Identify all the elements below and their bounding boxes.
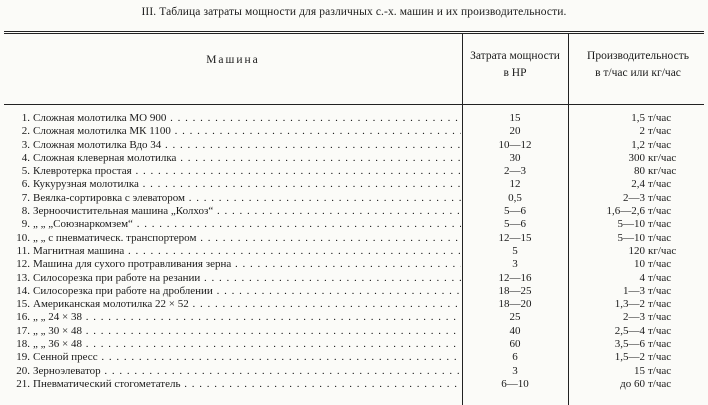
productivity-unit: т/час xyxy=(648,351,672,364)
productivity xyxy=(568,139,686,152)
power-value: 5 xyxy=(512,244,518,257)
productivity xyxy=(568,192,686,205)
productivity-value: 2—3 xyxy=(623,311,645,324)
productivity-unit: кг/час xyxy=(648,244,677,257)
productivity xyxy=(568,365,686,378)
row-number: 20. xyxy=(16,364,30,377)
productivity-value: 2,4 xyxy=(631,178,645,191)
productivity-value: 1,6—2,6 xyxy=(606,205,645,218)
productivity xyxy=(568,285,686,298)
productivity-unit: т/час xyxy=(648,178,672,191)
row-number: 8. xyxy=(21,205,30,218)
productivity xyxy=(568,232,686,245)
table-row xyxy=(0,285,708,298)
power-value: 15 xyxy=(509,112,521,124)
productivity-value: 5—10 xyxy=(617,231,645,244)
row-number: 13. xyxy=(16,271,30,284)
table-row xyxy=(0,378,708,391)
productivity xyxy=(568,112,686,125)
power-value: 2—3 xyxy=(504,165,526,178)
row-number: 9. xyxy=(21,218,30,231)
machine-name: „ „ 24 × 38 . . . xyxy=(33,311,461,324)
table-row xyxy=(0,205,708,218)
power-value: 30 xyxy=(509,151,521,164)
machine-name: Веялка-сортировка с элеватором . . . xyxy=(33,192,461,205)
machine-name: „ „ 30 × 48 . . . xyxy=(33,325,461,338)
machine-name: Зерноочистительная машина „Колхоз“ . . . xyxy=(33,205,461,218)
row-number: 2. xyxy=(21,125,30,138)
productivity xyxy=(568,205,686,218)
productivity-unit: т/час xyxy=(648,364,672,377)
productivity-unit: т/час xyxy=(648,271,672,284)
productivity-value: 1,5 xyxy=(631,112,645,124)
productivity-value: 2,5—4 xyxy=(614,324,645,337)
header-prod-line2: в т/час или кг/час xyxy=(595,67,681,79)
power-value: 25 xyxy=(509,311,521,324)
machine-name: Кукурузная молотилка . . . xyxy=(33,178,461,191)
table-row xyxy=(0,245,708,258)
table-row xyxy=(0,338,708,351)
machine-name: Магнитная машина . . . xyxy=(33,245,461,258)
machine-name: Машина для сухого протравливания зерна . . . xyxy=(33,258,461,271)
machine-name: Пневматический стогометатель . . . xyxy=(33,378,461,391)
productivity-unit: т/час xyxy=(648,191,672,204)
row-number: 11. xyxy=(16,244,30,257)
power-value: 18—20 xyxy=(498,298,532,311)
power-value: 60 xyxy=(509,338,521,351)
power-value: 3 xyxy=(512,258,518,271)
productivity-unit: т/час xyxy=(648,218,672,231)
productivity-value: 10 xyxy=(634,258,645,271)
productivity-unit: т/час xyxy=(648,125,672,138)
machine-name: Зерноэлеватор . . . xyxy=(33,365,461,378)
table-row xyxy=(0,218,708,231)
productivity xyxy=(568,338,686,351)
table-row xyxy=(0,125,708,138)
table-body xyxy=(0,112,708,391)
row-number: 16. xyxy=(16,311,30,324)
machine-name: Сложная молотилка МО 900 . . . xyxy=(33,112,461,125)
machine-name: Сложная молотилка Вдо 34 . . . xyxy=(33,139,461,152)
row-number: 6. xyxy=(21,178,30,191)
machine-name: Силосорезка при работе на резании . . . xyxy=(33,272,461,285)
row-number: 4. xyxy=(21,151,30,164)
table-row xyxy=(0,272,708,285)
row-number: 14. xyxy=(16,284,30,297)
power-value: 12—15 xyxy=(498,231,532,244)
machine-name: „ „ „Союзнаркомзем“ . . . xyxy=(33,218,461,231)
power-value: 6 xyxy=(512,351,518,364)
productivity xyxy=(568,165,686,178)
productivity xyxy=(568,272,686,285)
productivity-unit: кг/час xyxy=(648,151,677,164)
power-value: 18—25 xyxy=(498,284,532,297)
productivity-value: 2—3 xyxy=(623,191,645,204)
productivity-value: 120 xyxy=(628,244,645,257)
row-number: 18. xyxy=(16,338,30,351)
productivity-unit: т/час xyxy=(648,338,672,351)
power-value: 40 xyxy=(509,324,521,337)
top-rule xyxy=(4,31,704,32)
machine-name: Американская молотилка 22 × 52 . . . xyxy=(33,298,461,311)
productivity-value: 15 xyxy=(634,364,645,377)
productivity-value: до 60 xyxy=(620,377,645,390)
machine-name: Клевротерка простая . . . xyxy=(33,165,461,178)
productivity-value: 4 xyxy=(639,271,645,284)
machine-name: „ „ 36 × 48 . . . xyxy=(33,338,461,351)
table-row xyxy=(0,232,708,245)
productivity-unit: кг/час xyxy=(648,165,677,178)
productivity-value: 1,5—2 xyxy=(614,351,645,364)
machine-name: Сенной пресс . . . xyxy=(33,351,461,364)
productivity xyxy=(568,152,686,165)
power-value: 3 xyxy=(512,364,518,377)
power-value: 20 xyxy=(509,125,521,138)
power-value: 6—10 xyxy=(501,377,529,390)
header-rule xyxy=(4,33,704,34)
table-row xyxy=(0,152,708,165)
productivity-value: 1,2 xyxy=(631,138,645,151)
machine-name: „ „ с пневматическ. транспортером . . . xyxy=(33,232,461,245)
productivity-value: 80 xyxy=(634,165,645,178)
power-value: 10—12 xyxy=(498,138,532,151)
productivity xyxy=(568,178,686,191)
row-number: 10. xyxy=(16,231,30,244)
row-number: 3. xyxy=(21,138,30,151)
productivity-unit: т/час xyxy=(648,258,672,271)
table-row xyxy=(0,365,708,378)
table-row xyxy=(0,325,708,338)
productivity-value: 5—10 xyxy=(617,218,645,231)
productivity-unit: т/час xyxy=(648,298,672,311)
row-number: 19. xyxy=(16,351,30,364)
row-number: 15. xyxy=(16,298,30,311)
table-row xyxy=(0,311,708,324)
table-row xyxy=(0,139,708,152)
header-power xyxy=(462,48,568,82)
productivity xyxy=(568,125,686,138)
productivity xyxy=(568,378,686,391)
header-power-line2: в НР xyxy=(503,67,527,79)
table-row xyxy=(0,298,708,311)
table-row xyxy=(0,178,708,191)
productivity-value: 1—3 xyxy=(623,284,645,297)
table-row xyxy=(0,165,708,178)
header-machine: Машина xyxy=(206,54,260,66)
table-row xyxy=(0,258,708,271)
productivity xyxy=(568,218,686,231)
row-number: 12. xyxy=(16,258,30,271)
machine-name: Сложная клеверная молотилка . . . xyxy=(33,152,461,165)
productivity xyxy=(568,325,686,338)
productivity-unit: т/час xyxy=(648,138,672,151)
header-prod-line1: Производительность xyxy=(587,50,689,62)
table-title: III. Таблица затраты мощности для различных с.-х. машин и их производительности. xyxy=(141,6,567,18)
productivity-unit: т/час xyxy=(648,324,672,337)
row-number: 1. xyxy=(21,112,30,124)
productivity xyxy=(568,245,686,258)
productivity-unit: т/час xyxy=(648,112,672,124)
productivity xyxy=(568,351,686,364)
row-number: 7. xyxy=(21,191,30,204)
productivity xyxy=(568,311,686,324)
productivity-unit: т/час xyxy=(648,231,672,244)
machine-name: Сложная молотилка МК 1100 . . . xyxy=(33,125,461,138)
power-value: 12 xyxy=(509,178,521,191)
row-number: 21. xyxy=(16,377,30,390)
productivity-unit: т/час xyxy=(648,377,672,390)
header-power-line1: Затрата мощности xyxy=(470,50,560,62)
productivity-unit: т/час xyxy=(648,205,672,218)
productivity-value: 2 xyxy=(639,125,645,138)
header-bottom-rule xyxy=(4,104,704,105)
productivity xyxy=(568,298,686,311)
productivity-value: 300 xyxy=(628,151,645,164)
productivity xyxy=(568,258,686,271)
power-value: 5—6 xyxy=(504,218,526,231)
productivity-value: 1,3—2 xyxy=(614,298,645,311)
table-row xyxy=(0,351,708,364)
power-value: 0,5 xyxy=(508,191,522,204)
row-number: 5. xyxy=(21,165,30,178)
header-productivity xyxy=(568,48,708,82)
power-value: 5—6 xyxy=(504,205,526,218)
machine-name: Силосорезка при работе на дроблении . . . xyxy=(33,285,461,298)
table-row xyxy=(0,192,708,205)
row-number: 17. xyxy=(16,324,30,337)
power-value: 12—16 xyxy=(498,271,532,284)
productivity-unit: т/час xyxy=(648,284,672,297)
productivity-unit: т/час xyxy=(648,311,672,324)
productivity-value: 3,5—6 xyxy=(614,338,645,351)
table-row xyxy=(0,112,708,125)
